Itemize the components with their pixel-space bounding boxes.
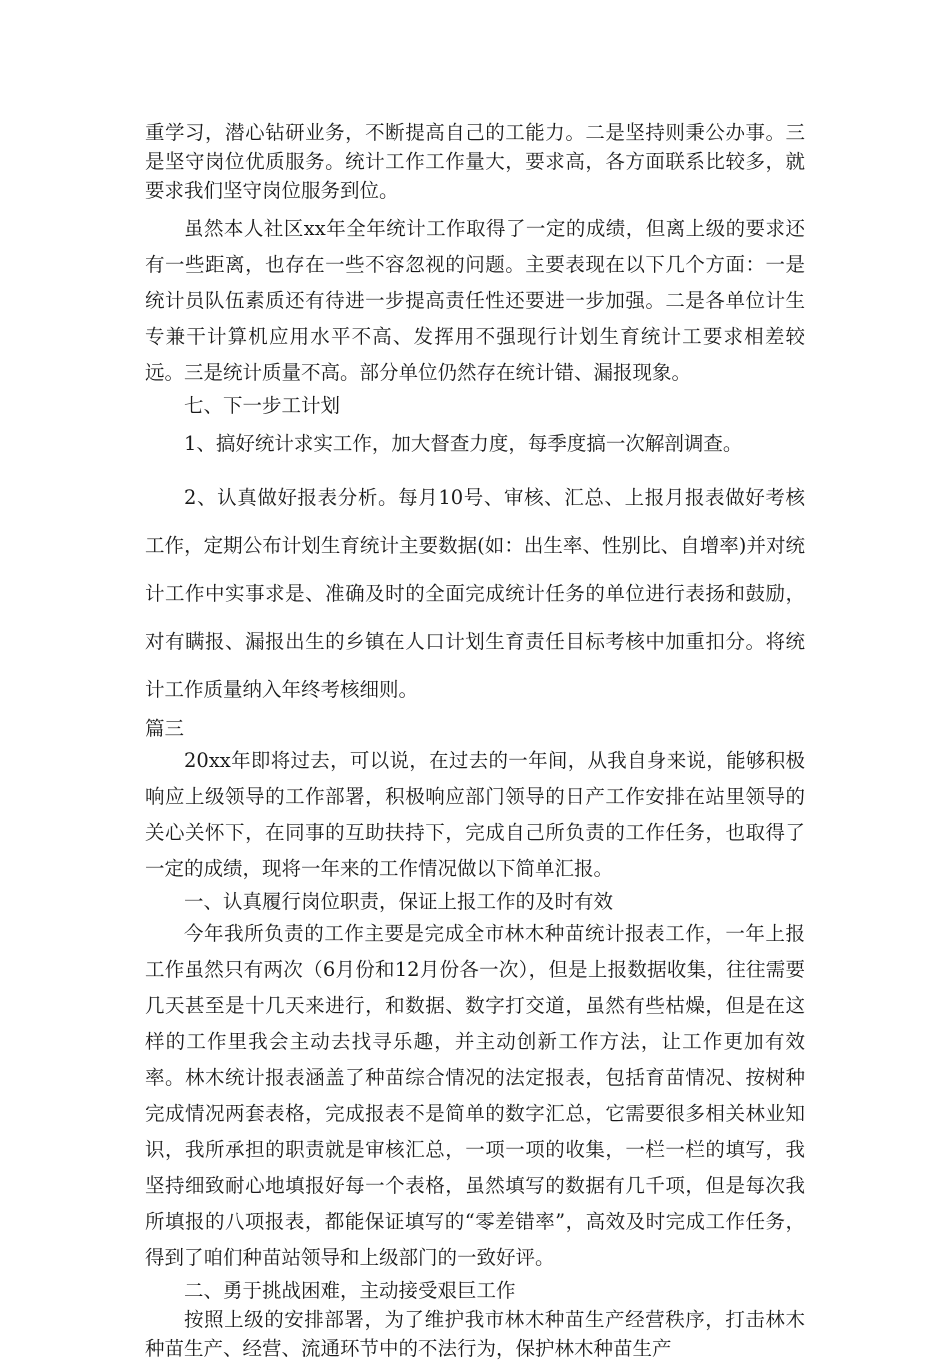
heading-next-plan: 七、下一步工计划 bbox=[184, 394, 341, 417]
document-body bbox=[145, 118, 805, 1363]
heading-challenges: 二、勇于挑战困难，主动接受艰巨工作 bbox=[184, 1279, 516, 1302]
section-title-3: 篇三 bbox=[145, 717, 185, 740]
plan-item-2: 2、认真做好报表分析。每月10号、审核、汇总、上报月报表做好考核工作，定期公布计划生育统计主要数据(如：出生率、性别比、自增率)并对统计工作中实事求是、准确及时的全面完成统计任务的单位进行表扬和鼓励，对有瞒报、漏报出生的乡镇在人口计划生育责任目标考核中加重扣分。将统计工作质量纳入年终考核细则。 bbox=[145, 486, 805, 701]
paragraph-shortcomings: 虽然本人社区xx年全年统计工作取得了一定的成绩，但离上级的要求还有一些距离，也存在一些不容忽视的问题。主要表现在以下几个方面：一是统计员队伍素质还有待进一步提高责任性还要进一步加强。二是各单位计生专兼干计算机应用水平不高、发挥用不强现行计划生育统计工要求相差较远。三是统计质量不高。部分单位仍然存在统计错、漏报现象。 bbox=[145, 217, 805, 384]
paragraph-arrangement: 按照上级的安排部署，为了维护我市林木种苗生产经营秩序，打击林木种苗生产、经营、流通环节中的不法行为，保护林木种苗生产 bbox=[145, 1308, 805, 1360]
heading-duties: 一、认真履行岗位职责，保证上报工作的及时有效 bbox=[184, 890, 614, 913]
paragraph-statistics-work: 今年我所负责的工作主要是完成全市林木种苗统计报表工作，一年上报工作虽然只有两次（6月份和12月份各一次），但是上报数据收集，往往需要几天甚至是十几天来进行，和数据、数字打交道，虽然有些枯燥，但是在这样的工作里我会主动去找寻乐趣，并主动创新工作方法，让工作更加有效率。林木统计报表涵盖了种苗综合情况的法定报表，包括育苗情况、按树种完成情况两套表格，完成报表不是简单的数字汇总，它需要很多相关林业知识，我所承担的职责就是审核汇总，一项一项的收集，一栏一栏的填写，我坚持细致耐心地填报好每一个表格，虽然填写的数据有几千项，但是每次我所填报的八项报表，都能保证填写的“零差错率”，高效及时完成工作任务，得到了咱们种苗站领导和上级部门的一致好评。 bbox=[145, 922, 805, 1269]
paragraph-intro: 20xx年即将过去，可以说，在过去的一年间，从我自身来说，能够积极响应上级领导的工作部署，积极响应部门领导的日产工作安排在站里领导的关心关怀下，在同事的互助扶持下，完成自己所负责的工作任务，也取得了一定的成绩，现将一年来的工作情况做以下简单汇报。 bbox=[145, 749, 805, 880]
paragraph-study: 重学习，潜心钻研业务，不断提高自己的工能力。二是坚持则秉公办事。三是坚守岗位优质服务。统计工作工作量大，要求高，各方面联系比较多，就要求我们坚守岗位服务到位。 bbox=[145, 121, 805, 202]
plan-item-1: 1、搞好统计求实工作，加大督查力度，每季度搞一次解剖调查。 bbox=[184, 432, 743, 455]
